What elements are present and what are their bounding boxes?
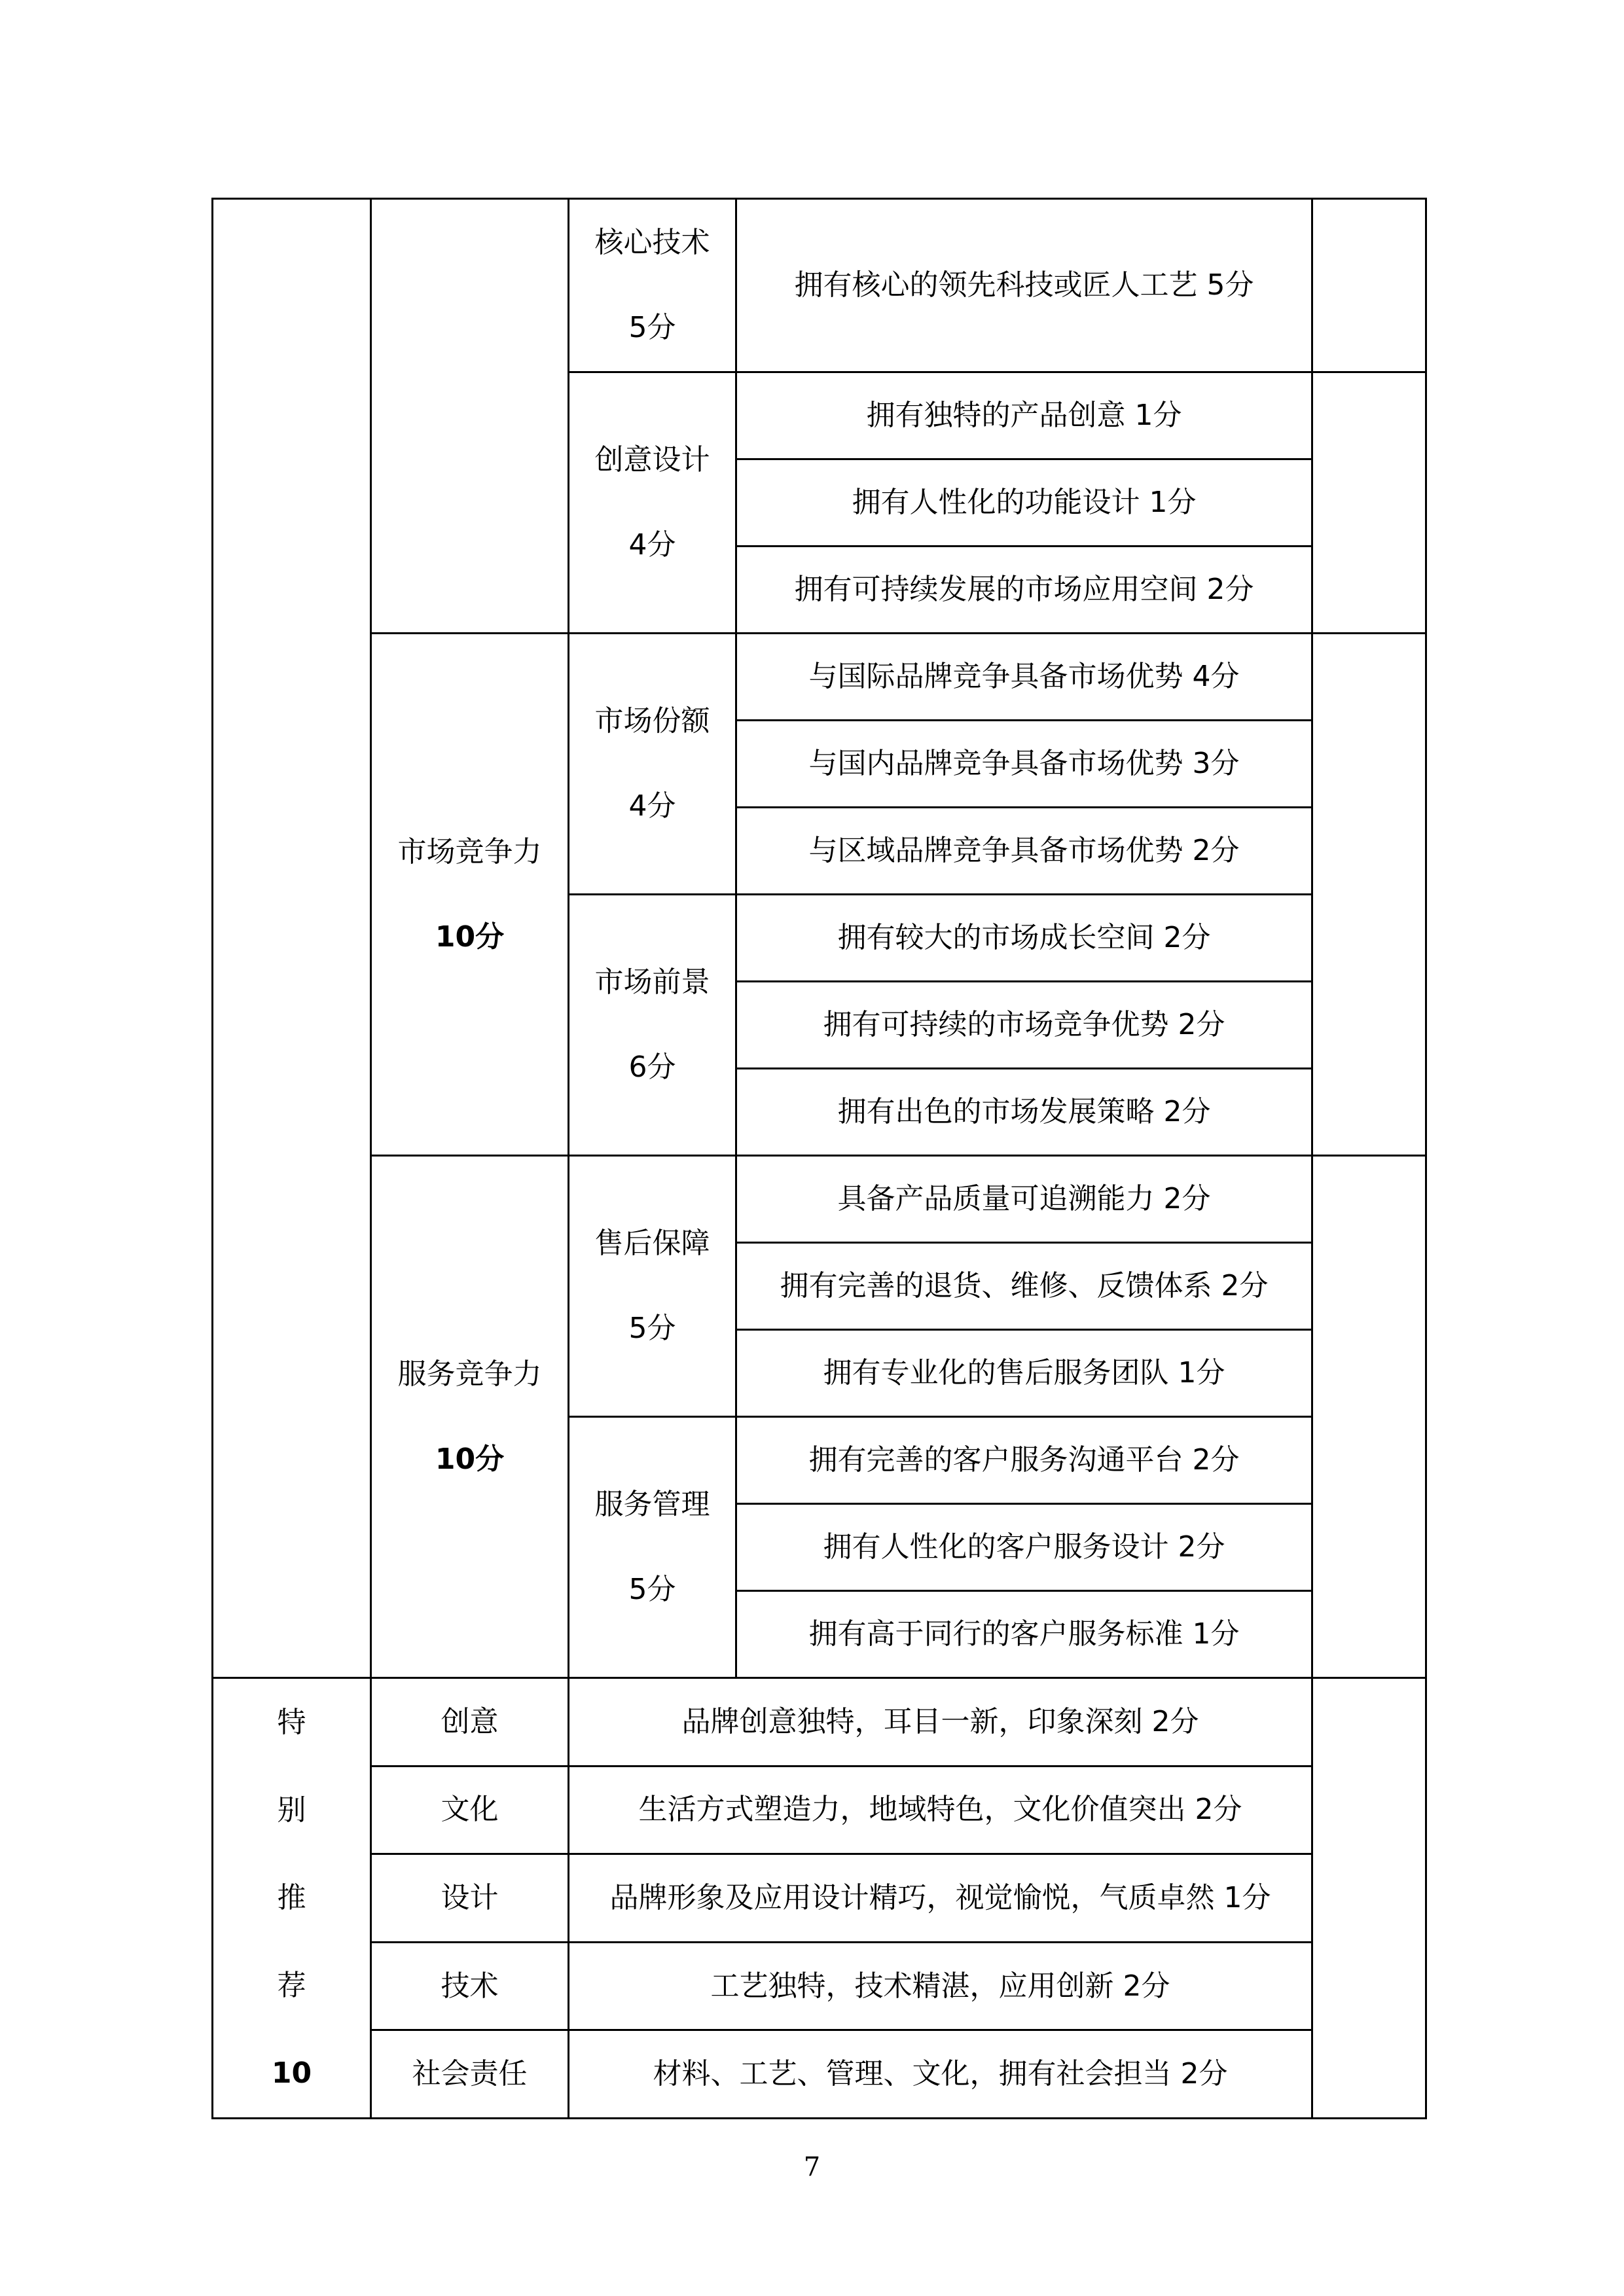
special-item-name: 设计 xyxy=(371,1854,569,1943)
criterion-text: 拥有可持续的市场竞争优势 2分 xyxy=(736,982,1312,1069)
special-item-name: 社会责任 xyxy=(371,2030,569,2119)
scoring-table xyxy=(211,198,1427,2119)
criterion-text: 拥有独特的产品创意 1分 xyxy=(736,372,1312,459)
criterion-text: 拥有完善的客户服务沟通平台 2分 xyxy=(736,1417,1312,1504)
subcategory-market-prospect: 市场前景 6分 xyxy=(569,895,736,1156)
special-item-desc: 生活方式塑造力，地域特色，文化价值突出 2分 xyxy=(569,1766,1312,1854)
category-cell-empty xyxy=(371,199,569,634)
criterion-text: 与国际品牌竞争具备市场优势 4分 xyxy=(736,634,1312,721)
subcategory-after-sales: 售后保障 5分 xyxy=(569,1156,736,1417)
criterion-text: 拥有出色的市场发展策略 2分 xyxy=(736,1069,1312,1156)
criterion-text: 拥有可持续发展的市场应用空间 2分 xyxy=(736,547,1312,634)
criterion-text: 与国内品牌竞争具备市场优势 3分 xyxy=(736,721,1312,808)
subcategory-service-management: 服务管理 5分 xyxy=(569,1417,736,1678)
special-item-desc: 材料、工艺、管理、文化，拥有社会担当 2分 xyxy=(569,2030,1312,2119)
criterion-text: 拥有较大的市场成长空间 2分 xyxy=(736,895,1312,982)
special-item-name: 创意 xyxy=(371,1678,569,1767)
special-item-name: 技术 xyxy=(371,1942,569,2030)
page-number: 7 xyxy=(803,2152,821,2182)
criterion-text: 拥有人性化的客户服务设计 2分 xyxy=(736,1504,1312,1591)
category-service-competitiveness: 服务竞争力 10分 xyxy=(371,1156,569,1678)
special-recommendation-label: 特 别 推 荐 10 xyxy=(213,1678,371,2119)
criterion-text: 拥有高于同行的客户服务标准 1分 xyxy=(736,1591,1312,1678)
special-item-desc: 品牌形象及应用设计精巧，视觉愉悦，气质卓然 1分 xyxy=(569,1854,1312,1943)
special-item-desc: 品牌创意独特，耳目一新，印象深刻 2分 xyxy=(569,1678,1312,1767)
score-cell xyxy=(1312,1156,1426,1678)
score-cell xyxy=(1312,634,1426,1156)
score-cell xyxy=(1312,1678,1426,2119)
subcategory-creative-design: 创意设计 4分 xyxy=(569,372,736,634)
subcategory-market-share: 市场份额 4分 xyxy=(569,634,736,895)
special-item-desc: 工艺独特，技术精湛，应用创新 2分 xyxy=(569,1942,1312,2030)
criterion-text: 具备产品质量可追溯能力 2分 xyxy=(736,1156,1312,1243)
score-cell xyxy=(1312,372,1426,634)
criterion-text: 拥有完善的退货、维修、反馈体系 2分 xyxy=(736,1243,1312,1330)
criterion-text: 拥有核心的领先科技或匠人工艺 5分 xyxy=(736,199,1312,372)
criterion-text: 与区域品牌竞争具备市场优势 2分 xyxy=(736,808,1312,895)
category-cell-empty xyxy=(213,199,371,1678)
criterion-text: 拥有人性化的功能设计 1分 xyxy=(736,459,1312,547)
special-item-name: 文化 xyxy=(371,1766,569,1854)
score-cell xyxy=(1312,199,1426,372)
category-market-competitiveness: 市场竞争力 10分 xyxy=(371,634,569,1156)
subcategory-core-tech: 核心技术 5分 xyxy=(569,199,736,372)
criterion-text: 拥有专业化的售后服务团队 1分 xyxy=(736,1330,1312,1417)
